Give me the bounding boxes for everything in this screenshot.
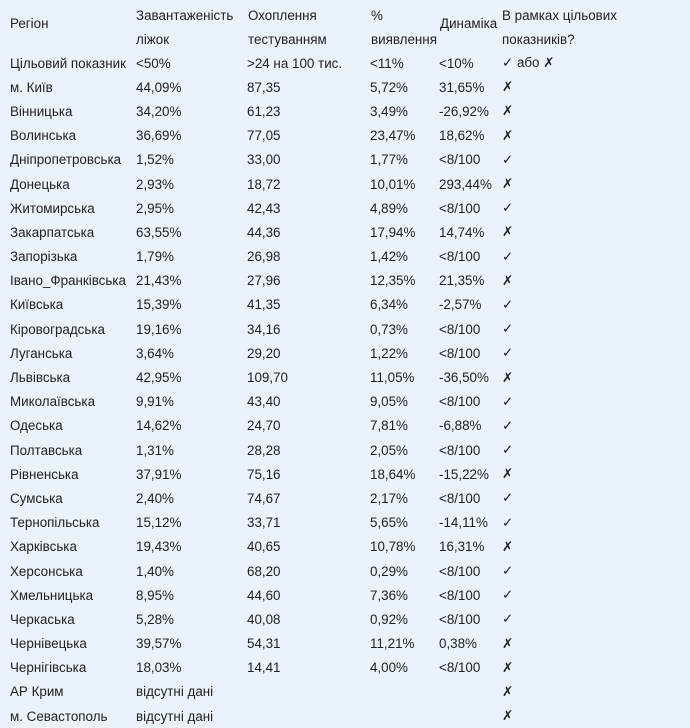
cell-testing: 40,08 bbox=[247, 611, 281, 627]
cell-dynamics: <8/100 bbox=[439, 442, 481, 458]
cell-beds: 3,64% bbox=[136, 345, 174, 361]
cell-region: Запорізька bbox=[10, 249, 78, 265]
cell-beds: 36,69% bbox=[136, 128, 182, 144]
cell-dynamics: -26,92% bbox=[439, 103, 489, 119]
cell-testing: 40,65 bbox=[247, 539, 281, 555]
cell-dynamics bbox=[439, 704, 502, 728]
header-dynamics: Динаміка bbox=[440, 16, 498, 31]
cell-detection: 5,65% bbox=[370, 515, 408, 531]
cell-region: Дніпропетровська bbox=[10, 152, 122, 168]
cell-testing: 34,16 bbox=[247, 321, 281, 337]
cell-beds: 2,93% bbox=[136, 176, 174, 192]
target-beds: <50% bbox=[136, 55, 171, 71]
cell-detection bbox=[370, 704, 439, 728]
cell-detection: 4,89% bbox=[370, 200, 408, 216]
cell-region: Херсонська bbox=[10, 563, 83, 579]
cell-beds: 2,95% bbox=[136, 200, 174, 216]
cell-beds: 44,09% bbox=[136, 79, 182, 95]
cell-region: Київська bbox=[10, 297, 64, 313]
cell-dynamics: 31,65% bbox=[439, 79, 485, 95]
table-header bbox=[0, 6, 690, 54]
cell-region: Хмельницька bbox=[10, 587, 94, 603]
cell-beds: 63,55% bbox=[136, 224, 182, 240]
cell-dynamics: 293,44% bbox=[439, 176, 492, 192]
table-row bbox=[0, 511, 690, 535]
cell-region: Кіровоградська bbox=[10, 321, 105, 337]
cell-detection: 10,78% bbox=[370, 539, 416, 555]
cell-within-targets: ✗ bbox=[502, 103, 514, 119]
cell-beds: 1,31% bbox=[136, 442, 174, 458]
cell-detection: 11,21% bbox=[370, 636, 415, 652]
cell-region: Івано_Франківська bbox=[10, 273, 126, 289]
cell-testing bbox=[247, 680, 370, 704]
cell-within-targets: ✗ bbox=[502, 538, 514, 554]
cell-detection: 12,35% bbox=[370, 273, 416, 289]
cell-testing: 27,96 bbox=[247, 273, 281, 289]
table-row bbox=[0, 583, 690, 607]
cell-detection: 17,94% bbox=[370, 224, 416, 240]
table-row bbox=[0, 99, 690, 123]
cell-dynamics: <8/100 bbox=[439, 249, 481, 265]
cell-dynamics: 16,31% bbox=[439, 539, 485, 555]
cell-testing: 61,23 bbox=[247, 103, 281, 119]
cell-detection: 0,92% bbox=[370, 611, 408, 627]
cell-detection: 0,29% bbox=[370, 563, 408, 579]
cell-testing: 77,05 bbox=[247, 128, 281, 144]
cell-region: Миколаївська bbox=[10, 394, 96, 410]
cell-beds: 5,28% bbox=[136, 611, 174, 627]
cell-within-targets: ✗ bbox=[502, 635, 514, 651]
cell-within-targets: ✗ bbox=[502, 272, 514, 288]
cell-region: Одеська bbox=[10, 418, 63, 434]
cell-within-targets: ✓ bbox=[502, 296, 514, 312]
cell-detection: 18,64% bbox=[370, 466, 416, 482]
cell-beds: 19,16% bbox=[136, 321, 182, 337]
cell-within-targets: ✓ bbox=[502, 442, 514, 458]
cell-detection: 2,17% bbox=[370, 490, 408, 506]
table-row bbox=[0, 196, 690, 220]
target-dynamics: <10% bbox=[439, 55, 474, 71]
cell-region: Житомирська bbox=[10, 200, 95, 216]
cell-dynamics: <8/100 bbox=[439, 563, 481, 579]
cell-region: Донецька bbox=[10, 176, 70, 192]
cell-testing: 33,00 bbox=[247, 152, 281, 168]
cell-region: Сумська bbox=[10, 490, 63, 506]
target-row bbox=[0, 51, 690, 75]
cell-dynamics: -36,50% bbox=[439, 370, 489, 386]
cell-region: Харківська bbox=[10, 539, 77, 555]
cell-testing: 29,20 bbox=[247, 345, 281, 361]
cell-within-targets: ✓ bbox=[502, 321, 514, 337]
table-row bbox=[0, 438, 690, 462]
cell-dynamics: <8/100 bbox=[439, 587, 481, 603]
cell-within-targets: ✗ bbox=[502, 127, 514, 143]
table-row bbox=[0, 269, 690, 293]
cell-within-targets: ✓ bbox=[502, 563, 514, 579]
cell-within-targets: ✓ bbox=[502, 611, 514, 627]
cell-dynamics: -6,88% bbox=[439, 418, 482, 434]
cell-within-targets: ✗ bbox=[502, 369, 514, 385]
cell-beds: 15,12% bbox=[136, 515, 182, 531]
cell-beds: 14,62% bbox=[136, 418, 182, 434]
table-row bbox=[0, 317, 690, 341]
cell-beds: відсутні дані bbox=[136, 708, 214, 724]
cell-detection: 6,34% bbox=[370, 297, 408, 313]
cell-region: Черкаська bbox=[10, 611, 75, 627]
cell-detection: 9,05% bbox=[370, 394, 408, 410]
target-within-targets: ✓ або ✗ bbox=[502, 55, 555, 71]
cell-testing bbox=[247, 704, 370, 728]
cell-testing: 28,28 bbox=[247, 442, 281, 458]
cell-region: Львівська bbox=[10, 370, 71, 386]
cell-region: АР Крим bbox=[10, 684, 64, 700]
target-detection: <11% bbox=[370, 55, 404, 71]
header-beds: Завантаженість ліжок bbox=[136, 8, 234, 47]
cell-region: Закарпатська bbox=[10, 224, 95, 240]
table-row bbox=[0, 293, 690, 317]
table-row bbox=[0, 220, 690, 244]
table-row bbox=[0, 559, 690, 583]
table-row bbox=[0, 341, 690, 365]
cell-within-targets: ✗ bbox=[502, 224, 514, 240]
cell-region: Волинська bbox=[10, 128, 77, 144]
cell-dynamics: -2,57% bbox=[439, 297, 482, 313]
cell-beds: 1,40% bbox=[136, 563, 174, 579]
cell-dynamics: 18,62% bbox=[439, 128, 485, 144]
cell-testing: 75,16 bbox=[247, 466, 281, 482]
table-row bbox=[0, 607, 690, 631]
cell-detection: 1,77% bbox=[370, 152, 408, 168]
cell-dynamics: <8/100 bbox=[439, 611, 481, 627]
table-row bbox=[0, 245, 690, 269]
cell-within-targets: ✓ bbox=[502, 248, 514, 264]
cell-testing: 43,40 bbox=[247, 394, 281, 410]
cell-testing: 26,98 bbox=[247, 249, 281, 265]
header-region: Регіон bbox=[10, 16, 49, 31]
cell-dynamics: -14,11% bbox=[439, 515, 488, 531]
cell-within-targets: ✗ bbox=[502, 683, 514, 699]
cell-region: Рівненська bbox=[10, 466, 79, 482]
table-row bbox=[0, 148, 690, 172]
cell-beds: 1,52% bbox=[136, 152, 174, 168]
cell-within-targets: ✓ bbox=[502, 393, 514, 409]
cell-within-targets: ✓ bbox=[502, 200, 514, 216]
cell-region: Луганська bbox=[10, 345, 73, 361]
cell-dynamics: <8/100 bbox=[439, 660, 481, 676]
cell-detection: 1,22% bbox=[370, 345, 408, 361]
cell-detection: 0,73% bbox=[370, 321, 408, 337]
cell-within-targets: ✓ bbox=[502, 417, 514, 433]
cell-beds: 2,40% bbox=[136, 490, 174, 506]
cell-beds: 8,95% bbox=[136, 587, 174, 603]
table-row bbox=[0, 75, 690, 99]
cell-within-targets: ✗ bbox=[502, 79, 514, 95]
cell-region: Чернігівська bbox=[10, 660, 87, 676]
cell-within-targets: ✗ bbox=[502, 659, 514, 675]
cell-region: Полтавська bbox=[10, 442, 83, 458]
cell-dynamics: <8/100 bbox=[439, 321, 481, 337]
cell-testing: 18,72 bbox=[247, 176, 281, 192]
cell-dynamics bbox=[439, 680, 502, 704]
cell-detection: 4,00% bbox=[370, 660, 408, 676]
cell-testing: 41,35 bbox=[247, 297, 281, 313]
cell-testing: 68,20 bbox=[247, 563, 281, 579]
cell-beds: 37,91% bbox=[136, 466, 182, 482]
table-row bbox=[0, 462, 690, 486]
cell-beds: 42,95% bbox=[136, 370, 182, 386]
cell-within-targets: ✗ bbox=[502, 466, 514, 482]
cell-detection: 7,36% bbox=[370, 587, 408, 603]
cell-beds: 34,20% bbox=[136, 103, 182, 119]
cell-within-targets: ✓ bbox=[502, 514, 514, 530]
cell-beds: 18,03% bbox=[136, 660, 182, 676]
cell-within-targets: ✓ bbox=[502, 490, 514, 506]
cell-testing: 42,43 bbox=[247, 200, 281, 216]
cell-region: м. Київ bbox=[10, 79, 53, 95]
table-row bbox=[0, 390, 690, 414]
cell-region: Тернопільська bbox=[10, 515, 100, 531]
cell-testing: 14,41 bbox=[247, 660, 281, 676]
table-row bbox=[0, 535, 690, 559]
cell-dynamics: 14,74% bbox=[439, 224, 485, 240]
cell-beds: 15,39% bbox=[136, 297, 182, 313]
cell-dynamics: <8/100 bbox=[439, 152, 481, 168]
cell-testing: 74,67 bbox=[247, 490, 281, 506]
cell-beds: 1,79% bbox=[136, 249, 174, 265]
cell-detection: 5,72% bbox=[370, 79, 408, 95]
header-testing: Охоплення тестуванням bbox=[248, 8, 327, 47]
cell-within-targets: ✗ bbox=[502, 176, 514, 192]
target-testing: >24 на 100 тис. bbox=[247, 55, 343, 71]
table-row bbox=[0, 704, 690, 728]
header-detection: % виявлення bbox=[371, 8, 437, 47]
cell-testing: 33,71 bbox=[247, 515, 281, 531]
cell-dynamics: 21,35% bbox=[439, 273, 485, 289]
cell-within-targets: ✓ bbox=[502, 151, 514, 167]
cell-beds: 21,43% bbox=[136, 273, 182, 289]
cell-detection bbox=[370, 680, 439, 704]
table-row bbox=[0, 124, 690, 148]
cell-region: Чернівецька bbox=[10, 636, 87, 652]
cell-testing: 109,70 bbox=[247, 370, 288, 386]
cell-dynamics: <8/100 bbox=[439, 394, 481, 410]
cell-beds: 39,57% bbox=[136, 636, 182, 652]
cell-detection: 2,05% bbox=[370, 442, 408, 458]
cell-within-targets: ✗ bbox=[502, 708, 514, 724]
table-row bbox=[0, 656, 690, 680]
cell-testing: 54,31 bbox=[247, 636, 281, 652]
table-row bbox=[0, 632, 690, 656]
cell-region: Вінницька bbox=[10, 103, 73, 119]
table-row bbox=[0, 365, 690, 389]
cell-detection: 3,49% bbox=[370, 103, 408, 119]
cell-dynamics: <8/100 bbox=[439, 345, 481, 361]
cell-dynamics: <8/100 bbox=[439, 490, 481, 506]
table-row bbox=[0, 172, 690, 196]
cell-testing: 44,36 bbox=[247, 224, 281, 240]
data-table bbox=[0, 51, 690, 728]
target-region: Цільовий показник bbox=[10, 55, 126, 71]
cell-detection: 23,47% bbox=[370, 128, 416, 144]
cell-dynamics: -15,22% bbox=[439, 466, 489, 482]
table-row bbox=[0, 414, 690, 438]
cell-beds: 9,91% bbox=[136, 394, 174, 410]
cell-detection: 10,01% bbox=[370, 176, 416, 192]
cell-detection: 7,81% bbox=[370, 418, 408, 434]
cell-beds: 19,43% bbox=[136, 539, 182, 555]
cell-dynamics: <8/100 bbox=[439, 200, 481, 216]
cell-within-targets: ✓ bbox=[502, 345, 514, 361]
cell-testing: 24,70 bbox=[247, 418, 281, 434]
table-row bbox=[0, 486, 690, 510]
cell-detection: 11,05% bbox=[370, 370, 415, 386]
cell-detection: 1,42% bbox=[370, 249, 408, 265]
cell-region: м. Севастополь bbox=[10, 708, 108, 724]
cell-dynamics: 0,38% bbox=[439, 636, 477, 652]
table-row bbox=[0, 680, 690, 704]
cell-beds: відсутні дані bbox=[136, 684, 214, 700]
cell-testing: 44,60 bbox=[247, 587, 281, 603]
cell-testing: 87,35 bbox=[247, 79, 281, 95]
cell-within-targets: ✓ bbox=[502, 587, 514, 603]
header-within-targets: В рамках цільових показників? bbox=[502, 8, 617, 47]
